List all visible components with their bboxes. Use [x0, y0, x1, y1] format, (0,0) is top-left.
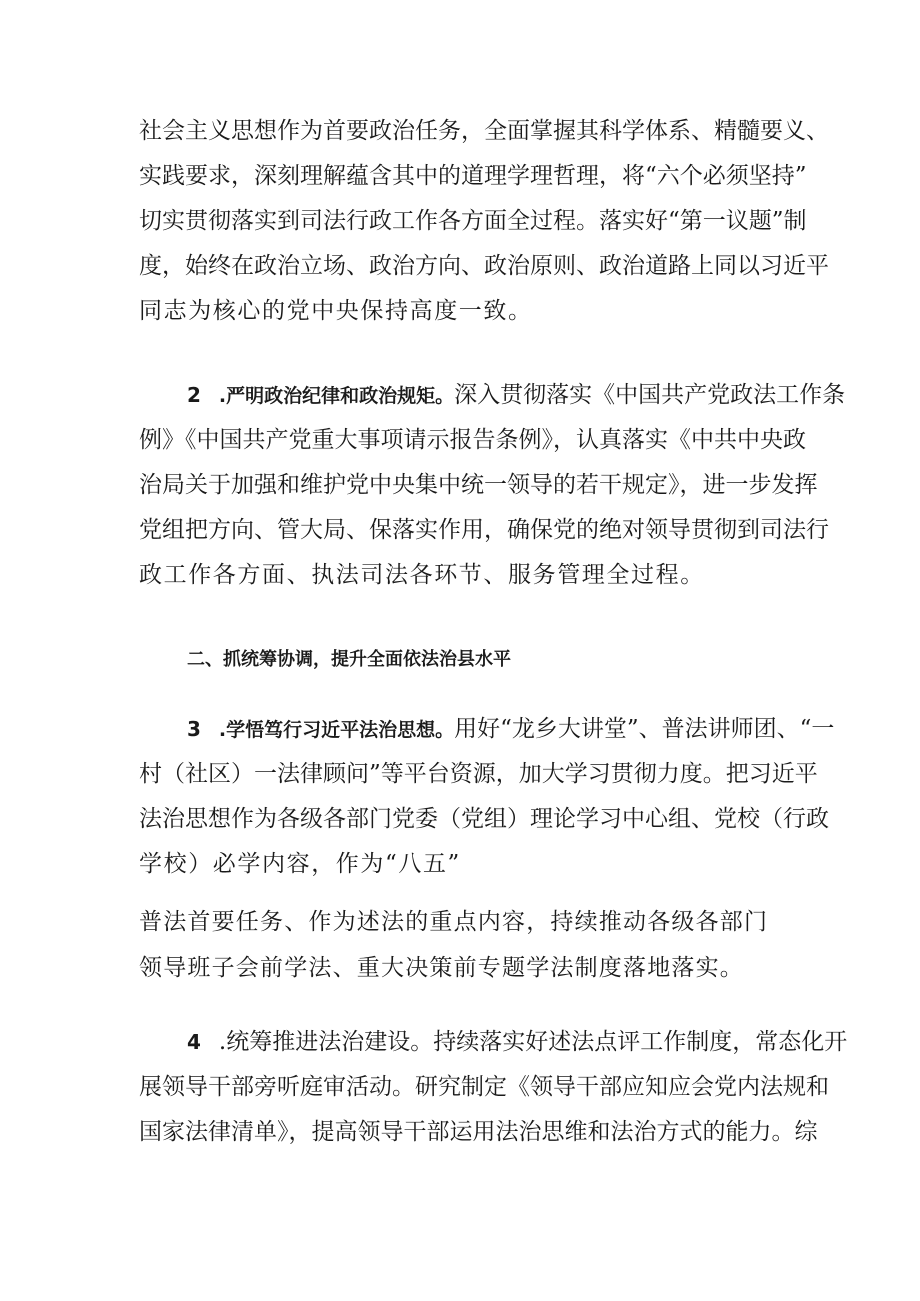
item-number: 4 — [187, 1030, 201, 1054]
item-lead: .学悟笃行习近平法治思想。 — [218, 719, 455, 741]
item-2-first-line — [187, 380, 846, 411]
paragraph-line: 党组把方向、管大局、保落实作用，确保党的绝对领导贯彻到司法行 — [139, 517, 829, 543]
item-4-first-line — [187, 1027, 848, 1057]
paragraph-line: 度，始终在政治立场、政治方向、政治原则、政治道路上同以习近平 — [139, 253, 829, 279]
paragraph-line: 学校）必学内容，作为“八五” — [139, 851, 461, 877]
section-heading: 二、抓统筹协调，提升全面依法治县水平 — [187, 649, 511, 670]
paragraph-line: 社会主义思想作为首要政治任务，全面掌握其科学体系、精髓要义、 — [139, 118, 829, 144]
paragraph-line: 政工作各方面、执法司法各环节、服务管理全过程。 — [139, 562, 705, 588]
paragraph-line: 实践要求，深刻理解蕴含其中的道理学理哲理，将“六个必须坚持” — [139, 163, 807, 189]
item-number: 3 — [187, 717, 201, 741]
paragraph-line: 治局关于加强和维护党中央集中统一领导的若干规定》，进一步发挥 — [139, 472, 818, 498]
paragraph-line: 切实贯彻落实到司法行政工作各方面全过程。落实好“第一议题”制 — [139, 208, 807, 234]
paragraph-line: 国家法律清单》，提高领导干部运用法治思维和法治方式的能力。综 — [139, 1119, 818, 1145]
item-lead: .严明政治纪律和政治规矩。 — [218, 385, 455, 407]
paragraph-line: 例》《中国共产党重大事项请示报告条例》，认真落实《中共中央政 — [139, 427, 806, 453]
paragraph-line: 领导班子会前学法、重大决策前专题学法制度落地落实。 — [139, 955, 744, 981]
item-number: 2 — [187, 383, 201, 407]
item-lead: .统筹推进法治建设。 — [218, 1029, 434, 1055]
item-text: 用好“龙乡大讲堂”、普法讲师团、“一 — [454, 716, 835, 742]
paragraph-line: 普法首要任务、作为述法的重点内容，持续推动各级各部门 — [139, 909, 769, 935]
paragraph-line: 法治思想作为各级各部门党委（党组）理论学习中心组、党校（行政 — [139, 806, 829, 832]
item-text: 持续落实好述法点评工作制度，常态化开 — [433, 1029, 848, 1055]
item-text: 深入贯彻落实《中国共产党政法工作条 — [454, 382, 846, 408]
paragraph-line: 展领导干部旁听庭审活动。研究制定《领导干部应知应会党内法规和 — [139, 1074, 829, 1100]
paragraph-line: 村（社区）一法律顾问”等平台资源，加大学习贯彻力度。把习近平 — [139, 761, 818, 787]
item-3-first-line — [187, 714, 835, 745]
paragraph-line: 同志为核心的党中央保持高度一致。 — [139, 298, 533, 324]
